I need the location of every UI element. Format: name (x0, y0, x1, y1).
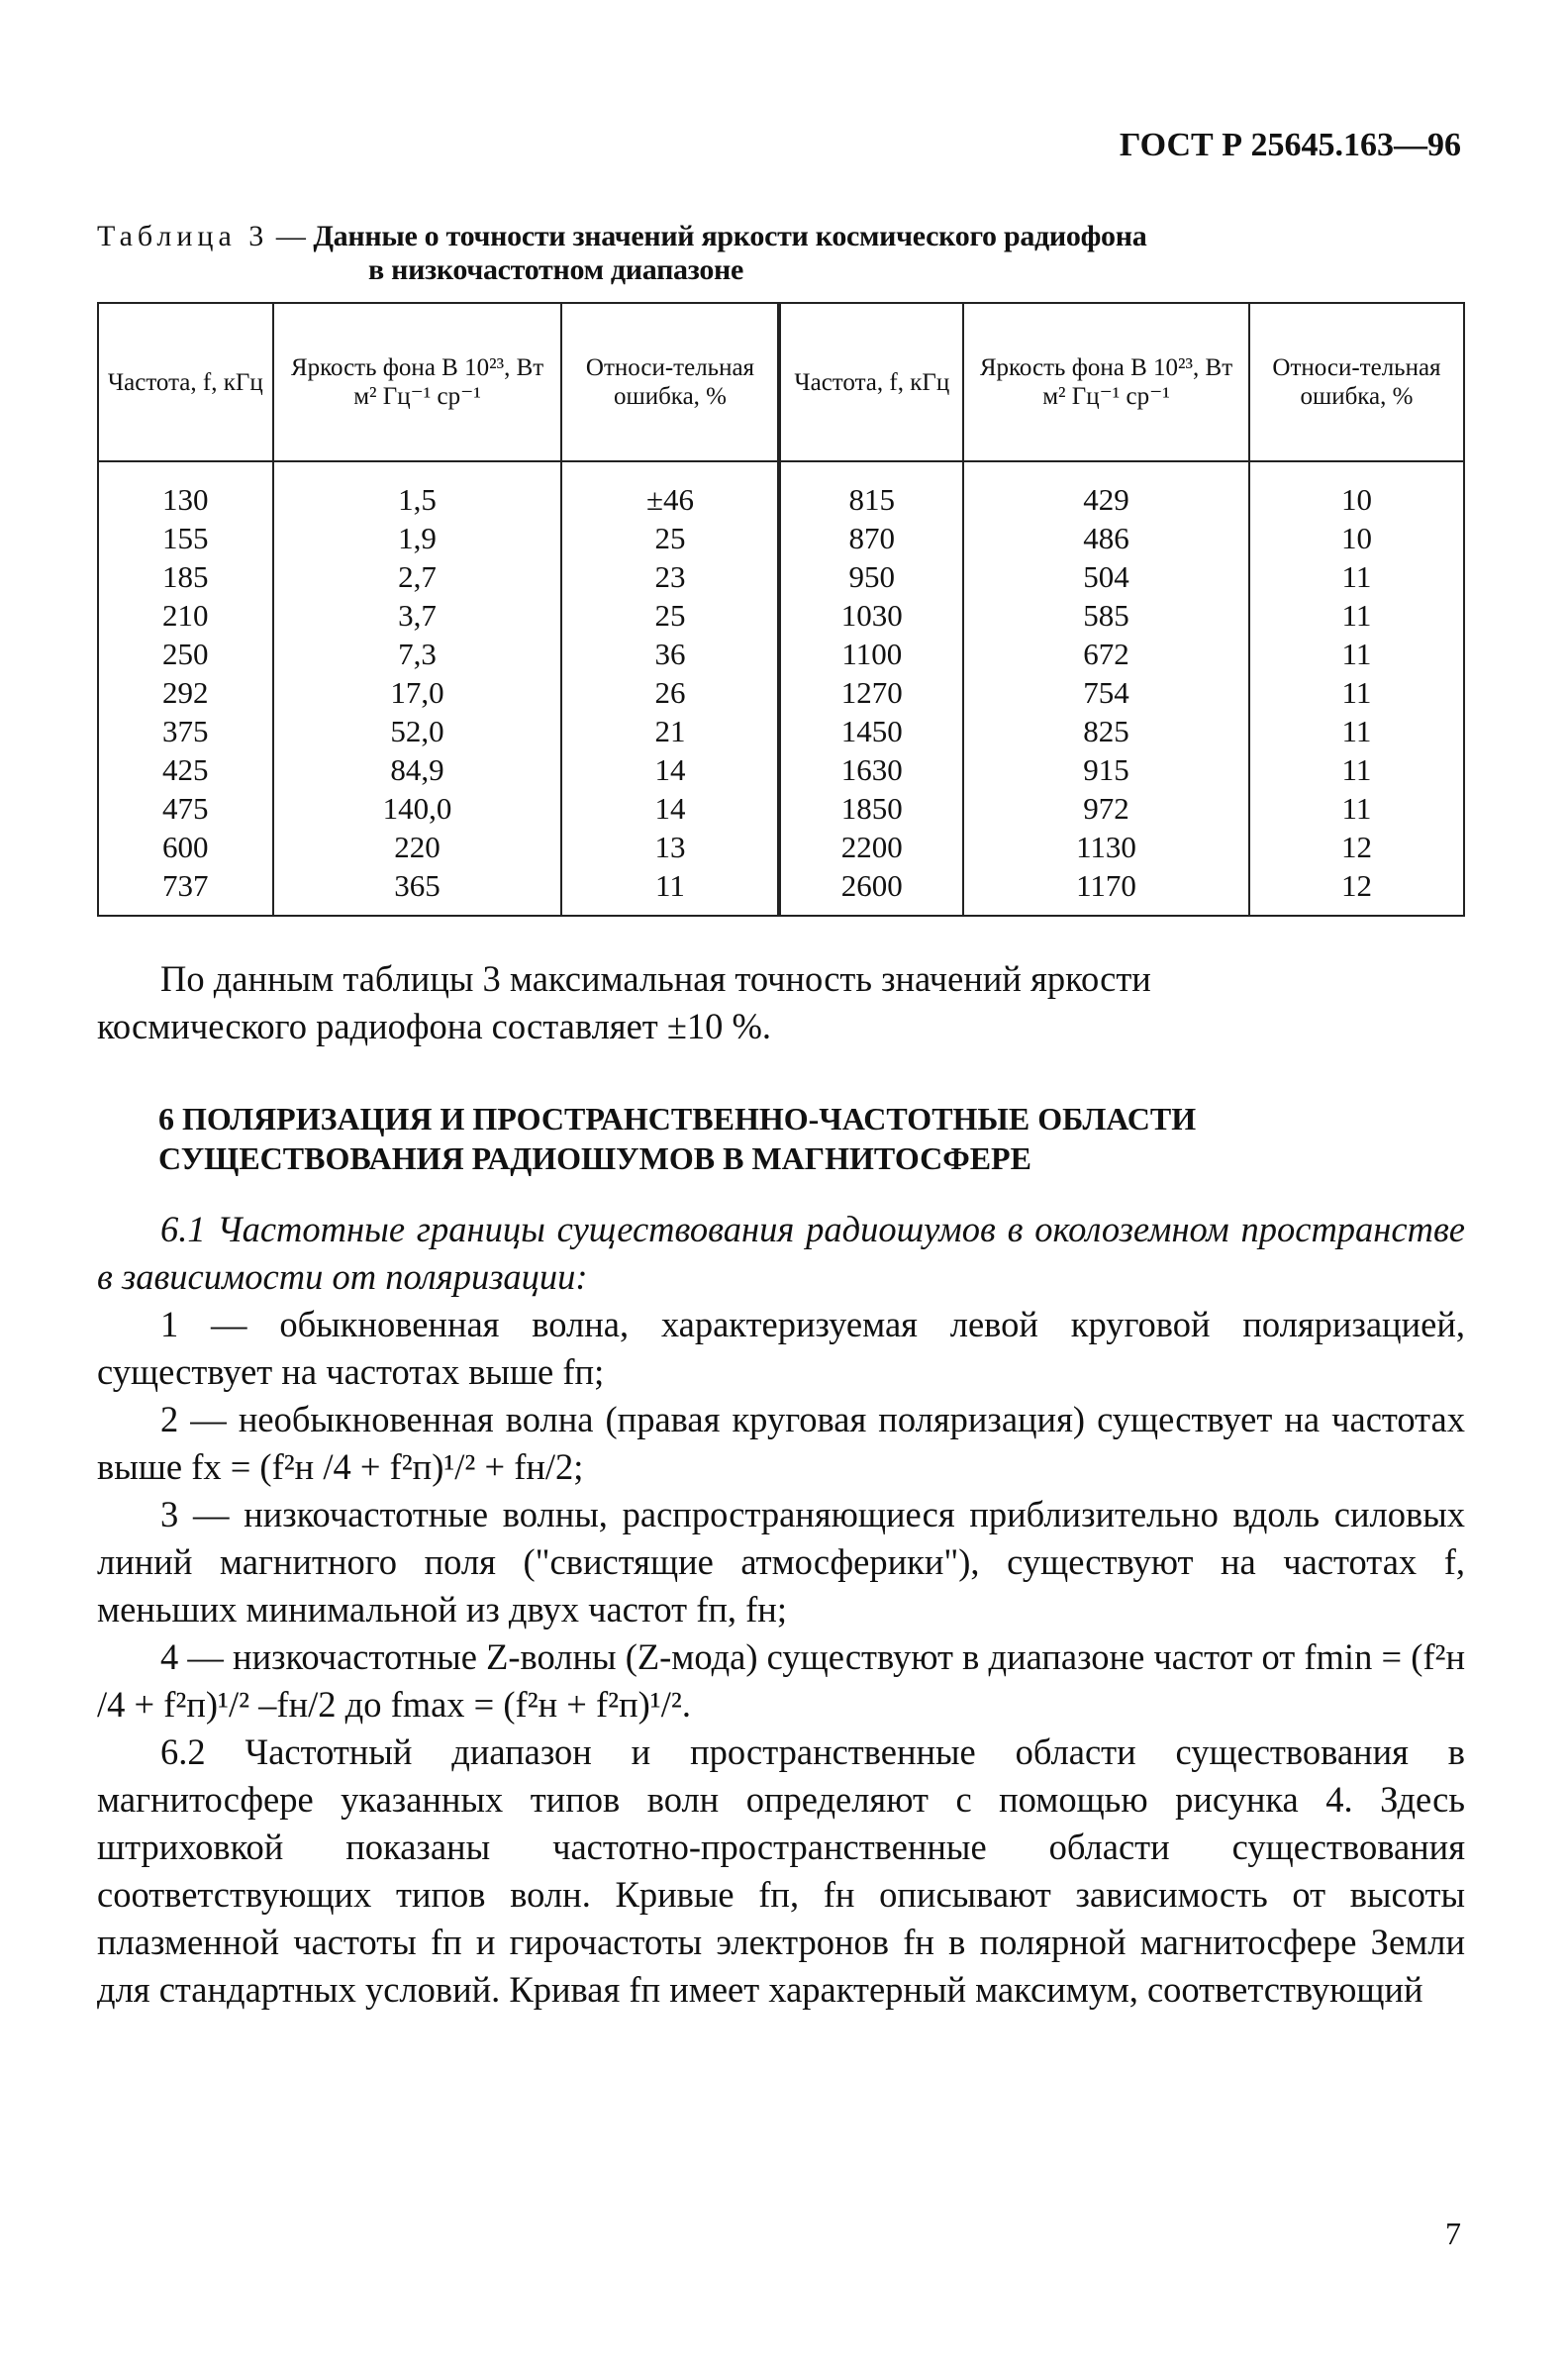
cell-brightness-2: 486 (963, 519, 1249, 557)
cell-error-2: 10 (1249, 461, 1464, 519)
table-title-line1: Данные о точности значений яркости космического радиофона (313, 220, 1147, 252)
cell-brightness-2: 972 (963, 789, 1249, 828)
cell-error: 14 (561, 750, 779, 789)
cell-error-2: 12 (1249, 866, 1464, 916)
cell-frequency-2: 2600 (779, 866, 963, 916)
cell-frequency: 425 (98, 750, 273, 789)
cell-error: 21 (561, 712, 779, 750)
page-number: 7 (1445, 2216, 1461, 2251)
subsection-6-1-title: Частотные границы существования радиошумов в околоземном пространстве в зависимости от поляризации: (97, 1209, 1466, 1297)
col-header-frequency-2: Частота, f, кГц (779, 303, 963, 461)
cell-brightness-2: 1170 (963, 866, 1249, 916)
table-row (98, 789, 1464, 828)
cell-brightness-2: 915 (963, 750, 1249, 789)
cell-frequency: 130 (98, 461, 273, 519)
cell-error-2: 11 (1249, 750, 1464, 789)
cell-error-2: 11 (1249, 712, 1464, 750)
table-row (98, 712, 1464, 750)
table-row (98, 750, 1464, 789)
list-item-4: 4 — низкочастотные Z-волны (Z-мода) существуют в диапазоне частот от fmin = (f²н /4 + f²п)¹/² –fн/2 до fmax = (f²н + f²п)¹/². (97, 1636, 1465, 1725)
cell-brightness: 220 (273, 828, 562, 866)
caption-dash: — (275, 220, 306, 252)
cell-frequency-2: 1850 (779, 789, 963, 828)
section-heading-line1: 6 ПОЛЯРИЗАЦИЯ И ПРОСТРАНСТВЕННО-ЧАСТОТНЫЕ ОБЛАСТИ (158, 1101, 1197, 1136)
cell-error-2: 11 (1249, 673, 1464, 712)
cell-error: ±46 (561, 461, 779, 519)
list-item-1: 1 — обыкновенная волна, характеризуемая левой круговой поляризацией, существует на частотах выше fп; (97, 1304, 1465, 1392)
cell-frequency: 375 (98, 712, 273, 750)
cell-error: 26 (561, 673, 779, 712)
cell-error-2: 11 (1249, 789, 1464, 828)
table-header-row (98, 303, 1464, 461)
table-label: Таблица 3 (97, 220, 269, 252)
table-row (98, 557, 1464, 596)
cell-frequency-2: 2200 (779, 828, 963, 866)
col-header-error-2: Относи-тельная ошибка, % (1249, 303, 1464, 461)
cell-error: 11 (561, 866, 779, 916)
cell-brightness-2: 504 (963, 557, 1249, 596)
document-id: ГОСТ Р 25645.163—96 (1119, 127, 1461, 163)
table-row (98, 635, 1464, 673)
cell-brightness: 52,0 (273, 712, 562, 750)
cell-error: 36 (561, 635, 779, 673)
cell-brightness: 140,0 (273, 789, 562, 828)
col-header-frequency: Частота, f, кГц (98, 303, 273, 461)
cell-frequency-2: 870 (779, 519, 963, 557)
list-item-3: 3 — низкочастотные волны, распространяющиеся приблизительно вдоль силовых линий магнитного поля ("свистящие атмосферики"), существуют на частотах f, меньших минимальной из двух частот fп, fн; (97, 1494, 1465, 1630)
cell-frequency-2: 950 (779, 557, 963, 596)
table-title-line2: в низкочастотном диапазоне (368, 253, 744, 286)
data-table (97, 302, 1465, 917)
table-caption (97, 220, 1463, 287)
cell-error: 14 (561, 789, 779, 828)
summary-line2: космического радиофона составляет ±10 %. (97, 1006, 772, 1046)
table-row (98, 828, 1464, 866)
cell-brightness: 7,3 (273, 635, 562, 673)
table-row (98, 673, 1464, 712)
cell-error-2: 12 (1249, 828, 1464, 866)
col-header-brightness-2: Яркость фона В 10²³, Вт м² Гц⁻¹ ср⁻¹ (963, 303, 1249, 461)
cell-brightness: 1,5 (273, 461, 562, 519)
cell-frequency: 475 (98, 789, 273, 828)
table-row (98, 596, 1464, 635)
cell-frequency: 210 (98, 596, 273, 635)
table-row (98, 519, 1464, 557)
cell-brightness-2: 754 (963, 673, 1249, 712)
cell-brightness: 365 (273, 866, 562, 916)
cell-error: 25 (561, 596, 779, 635)
section-heading (158, 1099, 1465, 1178)
col-header-error: Относи-тельная ошибка, % (561, 303, 779, 461)
cell-error-2: 11 (1249, 557, 1464, 596)
cell-error: 23 (561, 557, 779, 596)
cell-brightness: 84,9 (273, 750, 562, 789)
table-row (98, 461, 1464, 519)
cell-brightness: 2,7 (273, 557, 562, 596)
subsection-6-1-number: 6.1 (160, 1209, 206, 1249)
cell-frequency: 600 (98, 828, 273, 866)
cell-error-2: 11 (1249, 596, 1464, 635)
cell-frequency: 250 (98, 635, 273, 673)
section-body (97, 1206, 1465, 2014)
summary-line1: По данным таблицы 3 максимальная точность значений яркости (160, 958, 1151, 999)
cell-error-2: 11 (1249, 635, 1464, 673)
col-header-brightness: Яркость фона В 10²³, Вт м² Гц⁻¹ ср⁻¹ (273, 303, 562, 461)
subsection-6-2: 6.2 Частотный диапазон и пространственные области существования в магнитосфере указанных типов волн определяют с помощью рисунка 4. Здесь штриховкой показаны частотно-пространственные области существования соответствующих типов волн. Кривые fп, fн описывают зависимость от высоты плазменной частоты fп и гирочастоты электронов fн в полярной магнитосфере Земли для стандартных условий. Кривая fп имеет характерный максимум, соответствующий (97, 1731, 1465, 2010)
cell-error-2: 10 (1249, 519, 1464, 557)
cell-frequency: 292 (98, 673, 273, 712)
cell-frequency-2: 1030 (779, 596, 963, 635)
cell-brightness-2: 1130 (963, 828, 1249, 866)
cell-frequency-2: 815 (779, 461, 963, 519)
subsection-6-1 (97, 1206, 1465, 1301)
cell-brightness-2: 825 (963, 712, 1249, 750)
cell-brightness: 1,9 (273, 519, 562, 557)
summary-paragraph (97, 955, 1465, 1050)
cell-error: 25 (561, 519, 779, 557)
cell-brightness: 3,7 (273, 596, 562, 635)
cell-brightness-2: 585 (963, 596, 1249, 635)
section-heading-line2: СУЩЕСТВОВАНИЯ РАДИОШУМОВ В МАГНИТОСФЕРЕ (158, 1140, 1031, 1176)
cell-frequency-2: 1100 (779, 635, 963, 673)
cell-brightness-2: 672 (963, 635, 1249, 673)
cell-frequency: 737 (98, 866, 273, 916)
cell-frequency: 155 (98, 519, 273, 557)
cell-frequency-2: 1270 (779, 673, 963, 712)
cell-frequency: 185 (98, 557, 273, 596)
cell-brightness-2: 429 (963, 461, 1249, 519)
cell-frequency-2: 1630 (779, 750, 963, 789)
table-body (98, 461, 1464, 916)
cell-frequency-2: 1450 (779, 712, 963, 750)
cell-brightness: 17,0 (273, 673, 562, 712)
table-row (98, 866, 1464, 916)
cell-error: 13 (561, 828, 779, 866)
list-item-2: 2 — необыкновенная волна (правая круговая поляризация) существует на частотах выше fx = (f²н /4 + f²п)¹/² + fн/2; (97, 1399, 1465, 1487)
